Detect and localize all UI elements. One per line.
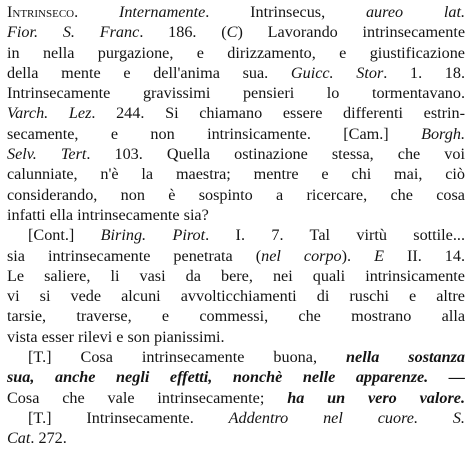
text-run: vi si vede alcuni avvolticchiamenti di ruschi e altre — [7, 287, 465, 306]
text-run: vista esser rilevi e son pianissimi. — [7, 327, 225, 346]
text-run: C — [226, 23, 238, 42]
text-run: Addentro nel cuore. S. — [228, 408, 465, 427]
text-run: Fior. S. Franc — [7, 23, 140, 42]
entry-line — [7, 367, 465, 387]
entry-line — [7, 164, 465, 184]
text-run: considerando, non è sospinto a ricercare, che cosa — [7, 185, 465, 204]
text-run: Intrinseco — [7, 3, 75, 21]
entry-line — [7, 408, 465, 428]
text-run: Internamente — [118, 3, 206, 21]
text-run: della mente e dell'anima sua. — [7, 63, 291, 82]
text-run: nella sostanza — [346, 348, 465, 367]
text-run: Guicc. Stor — [290, 63, 384, 82]
text-run: . I. 7. Tal virtù sottile... — [205, 226, 466, 245]
text-run: secamente, e non intrinsicamente. [Cam.] — [7, 124, 422, 143]
text-run: . 103. Quella ostinazione stessa, che voi — [86, 145, 465, 164]
entry-line — [7, 144, 465, 164]
text-run: . 1. 18. — [383, 63, 466, 82]
text-run: [T.] Intrinsecamente. — [28, 408, 229, 427]
entry-line — [7, 103, 465, 123]
text-run: Biring. Pirot — [100, 226, 206, 245]
text-run: Le saliere, li vasi da bere, nei quali intrinsicamente — [7, 266, 465, 285]
text-run: ) Lavorando intrinsecamente — [237, 23, 466, 42]
entry-line — [7, 63, 465, 83]
text-run: Cosa che vale intrinsecamente; — [7, 388, 288, 407]
entry-line — [7, 22, 465, 42]
text-run: Varch. Lez — [7, 104, 92, 123]
text-run: . 272. — [30, 429, 67, 448]
text-run: . 244. Si chiamano essere differenti estrin- — [91, 104, 465, 123]
entry-line — [7, 43, 465, 63]
entry-line — [7, 347, 465, 367]
entry-line — [7, 428, 465, 448]
text-run: Cat — [7, 429, 31, 448]
text-run: [T.] Cosa intrinsecamente buona, — [28, 348, 347, 367]
text-run: in nella purgazione, e dirizzamento, e giustificazione — [7, 43, 465, 62]
text-run: [Cont.] — [28, 226, 101, 245]
text-run: . Intrinsecus, — [205, 3, 366, 21]
text-run: calunniate, n'è la maestra; mentre e chi mai, ciò — [7, 165, 465, 184]
entry-line — [7, 124, 465, 144]
entry-line — [7, 205, 465, 225]
text-run: Borgh. — [421, 124, 465, 143]
text-run: E — [374, 246, 384, 265]
text-run: infatti ella intrinsecamente sia? — [7, 205, 209, 224]
entry-line — [7, 83, 465, 103]
text-run: tarsie, traverse, e commessi, che mostrano alla — [7, 307, 465, 326]
text-run: Selv. Tert — [7, 145, 87, 164]
text-run: nel corpo — [261, 246, 342, 265]
entry-line — [7, 286, 465, 306]
text-run: Intrinsecamente gravissimi pensieri lo tormentavano. — [7, 84, 465, 103]
entry-line — [7, 225, 465, 245]
text-run: sia intrinsecamente penetrata ( — [7, 246, 262, 265]
entry-line — [7, 2, 465, 22]
text-run: II. 14. — [383, 246, 465, 265]
text-run: aureo lat. — [365, 3, 466, 21]
text-run: ha un vero valore. — [287, 388, 466, 407]
entry-line — [7, 306, 465, 326]
entry-line — [7, 327, 465, 347]
text-run: sua, anche negli effetti, nonchè nelle apparenze. — — [7, 368, 465, 387]
entry-line — [7, 388, 465, 408]
entry-line — [7, 185, 465, 205]
text-run: . 186. ( — [139, 23, 227, 42]
text-run: ). — [341, 246, 375, 265]
text-run: . — [74, 3, 119, 21]
entry-line — [7, 266, 465, 286]
entry-line — [7, 246, 465, 266]
dictionary-entry-intrinseco — [7, 2, 465, 449]
